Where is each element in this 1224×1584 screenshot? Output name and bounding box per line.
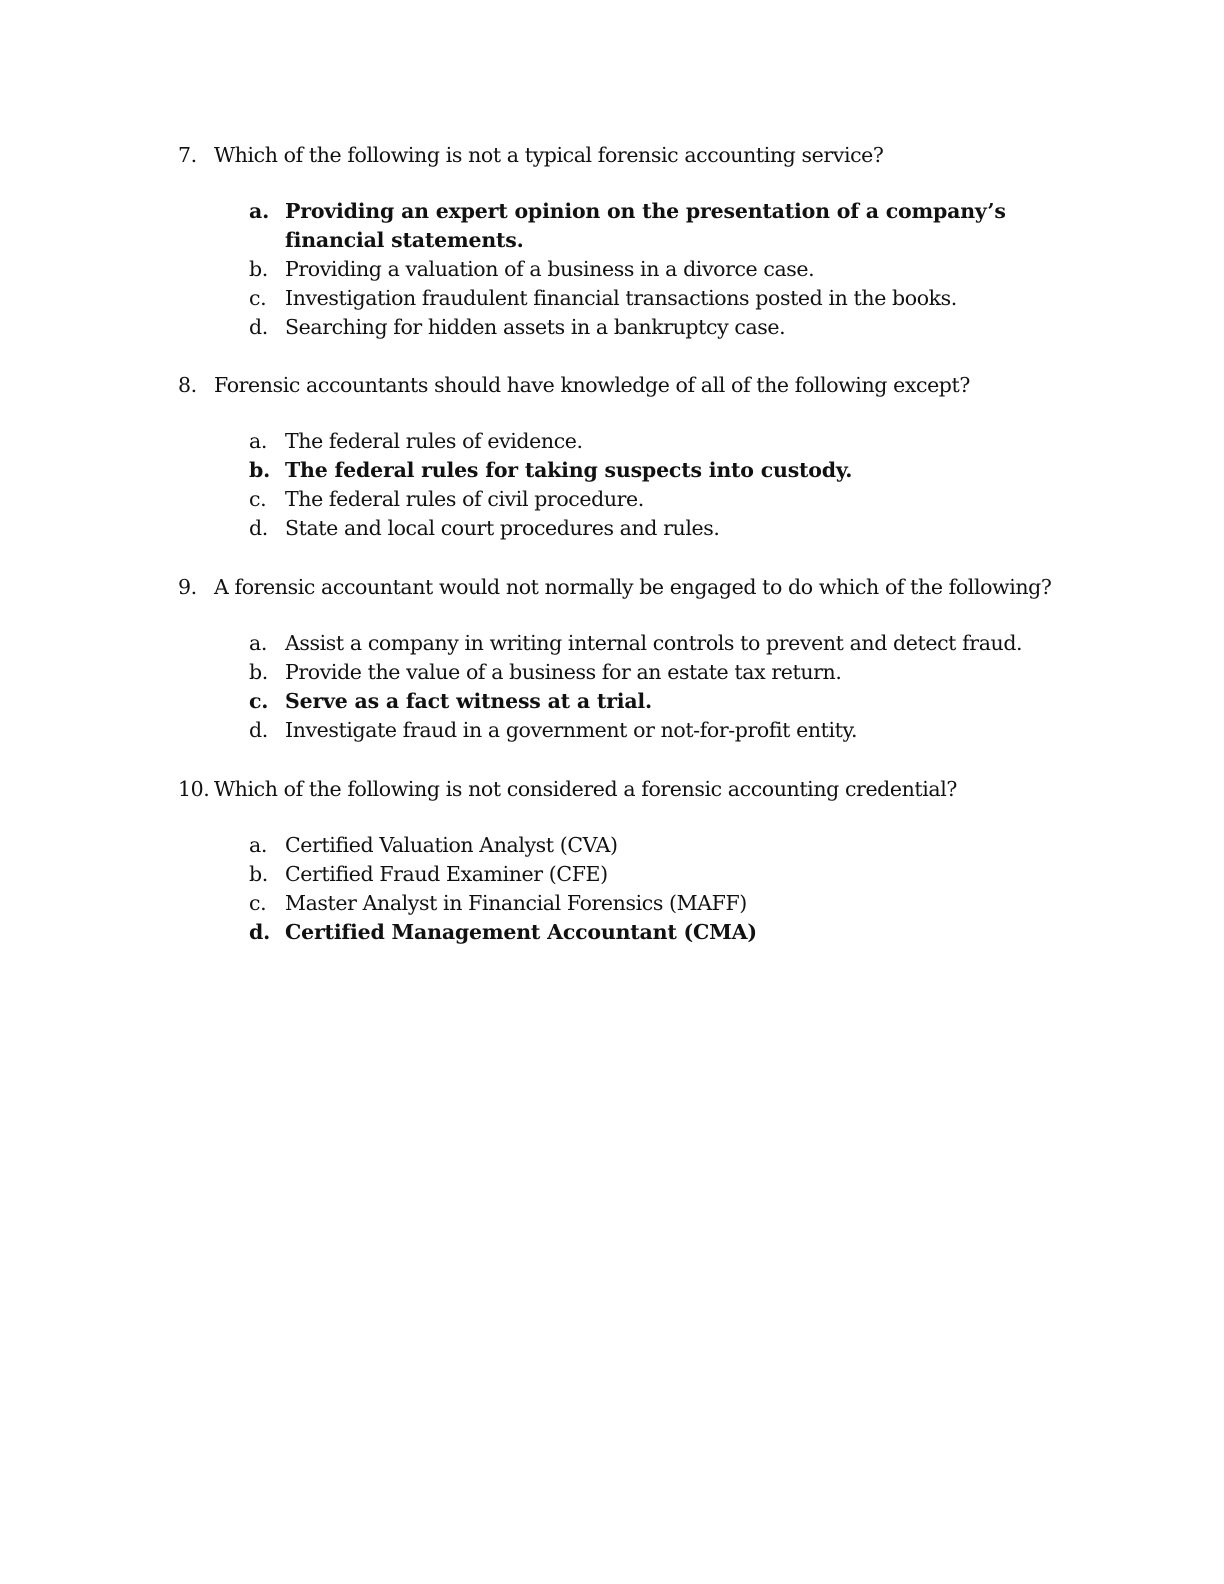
option-text: Provide the value of a business for an estate tax return. <box>285 660 842 684</box>
option-text: Master Analyst in Financial Forensics (MAFF) <box>285 891 747 915</box>
question-stem <box>178 141 1058 170</box>
question-number: 10. <box>178 777 210 801</box>
option-letter: a. <box>249 429 267 453</box>
option-letter: b. <box>249 257 268 281</box>
option-letter: c. <box>249 286 267 310</box>
question-9 <box>178 573 1058 745</box>
option-text: State and local court procedures and rules. <box>285 516 720 540</box>
option-c <box>249 889 1058 918</box>
option-letter: a. <box>249 631 267 655</box>
answer-options <box>178 831 1058 947</box>
answer-options <box>178 629 1058 745</box>
option-text: Certified Valuation Analyst (CVA) <box>285 833 618 857</box>
option-text: Providing a valuation of a business in a divorce case. <box>285 257 815 281</box>
option-letter: d. <box>249 516 268 540</box>
question-number: 7. <box>178 143 197 167</box>
option-text: Certified Fraud Examiner (CFE) <box>285 862 608 886</box>
option-letter: a. <box>249 199 270 223</box>
option-b <box>249 255 1058 284</box>
question-text: Which of the following is not a typical forensic accounting service? <box>214 143 884 167</box>
option-d <box>249 514 1058 543</box>
option-text: Serve as a fact witness at a trial. <box>285 689 652 713</box>
question-7 <box>178 141 1058 342</box>
question-8 <box>178 371 1058 543</box>
option-c-correct <box>249 687 1058 716</box>
option-letter: d. <box>249 920 271 944</box>
option-letter: d. <box>249 718 268 742</box>
option-letter: c. <box>249 891 267 915</box>
option-letter: a. <box>249 833 267 857</box>
option-d <box>249 716 1058 745</box>
option-text: Investigate fraud in a government or not-for-profit entity. <box>285 718 858 742</box>
option-letter: b. <box>249 862 268 886</box>
option-b <box>249 860 1058 889</box>
option-text: The federal rules of civil procedure. <box>285 487 644 511</box>
option-b-correct <box>249 456 1058 485</box>
option-text: Investigation fraudulent financial transactions posted in the books. <box>285 286 957 310</box>
question-stem <box>178 775 1058 804</box>
option-text: Providing an expert opinion on the presentation of a company’s financial statements. <box>285 199 1006 252</box>
question-text: Forensic accountants should have knowledge of all of the following except? <box>214 373 970 397</box>
option-c <box>249 284 1058 313</box>
option-text: The federal rules for taking suspects into custody. <box>285 458 853 482</box>
question-text: Which of the following is not considered a forensic accounting credential? <box>214 777 957 801</box>
option-a <box>249 427 1058 456</box>
option-c <box>249 485 1058 514</box>
answer-options <box>178 197 1058 342</box>
option-letter: c. <box>249 689 269 713</box>
question-stem <box>178 371 1058 400</box>
option-text: Certified Management Accountant (CMA) <box>285 920 757 944</box>
option-a <box>249 629 1058 658</box>
option-d-correct <box>249 918 1058 947</box>
answer-options <box>178 427 1058 543</box>
option-text: The federal rules of evidence. <box>285 429 583 453</box>
option-letter: b. <box>249 660 268 684</box>
option-a-correct <box>249 197 1058 255</box>
option-d <box>249 313 1058 342</box>
option-letter: c. <box>249 487 267 511</box>
option-letter: d. <box>249 315 268 339</box>
option-b <box>249 658 1058 687</box>
question-10 <box>178 775 1058 947</box>
option-a <box>249 831 1058 860</box>
question-number: 8. <box>178 373 197 397</box>
question-number: 9. <box>178 575 197 599</box>
option-letter: b. <box>249 458 271 482</box>
option-text: Assist a company in writing internal controls to prevent and detect fraud. <box>285 631 1023 655</box>
question-text: A forensic accountant would not normally be engaged to do which of the following? <box>214 575 1052 599</box>
option-text: Searching for hidden assets in a bankruptcy case. <box>285 315 786 339</box>
question-stem <box>178 573 1058 602</box>
